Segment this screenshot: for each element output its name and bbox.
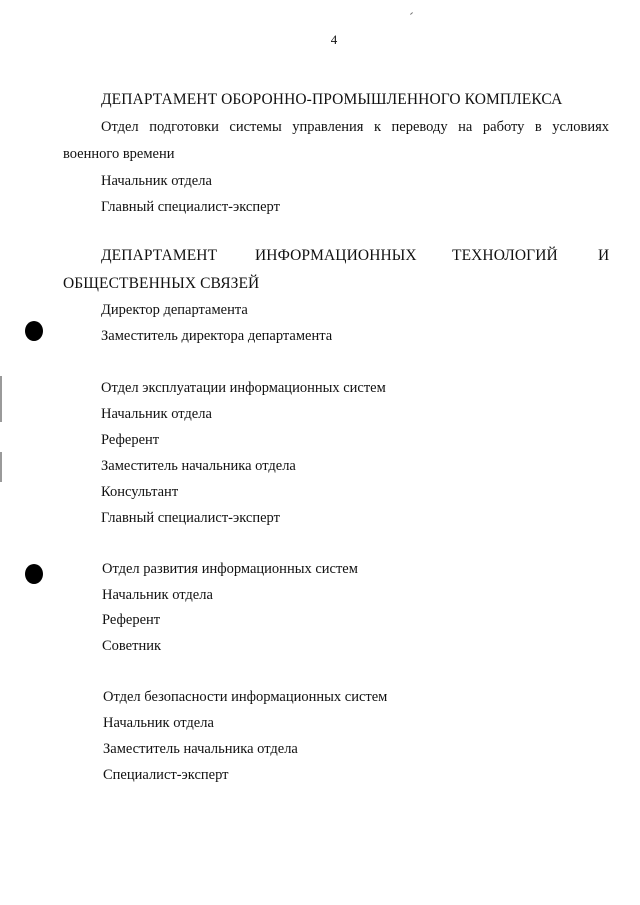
position-item: Начальник отдела	[103, 715, 214, 731]
page-number: 4	[330, 32, 338, 47]
section-title: Отдел безопасности информационных систем	[103, 689, 388, 705]
position-item: Заместитель директора департамента	[101, 328, 333, 344]
position-item: Главный специалист-эксперт	[101, 510, 280, 526]
department-heading-word: ИНФОРМАЦИОННЫХ	[255, 247, 417, 264]
position-item: Специалист-эксперт	[103, 767, 229, 783]
department-heading: ДЕПАРТАМЕНТ ОБОРОННО-ПРОМЫШЛЕННОГО КОМПЛЕКСА	[101, 91, 563, 108]
section-title: Отдел эксплуатации информационных систем	[101, 380, 386, 396]
scan-edge-mark	[0, 376, 2, 422]
department-heading-continuation: ОБЩЕСТВЕННЫХ СВЯЗЕЙ	[63, 275, 260, 292]
position-item: Главный специалист-эксперт	[101, 199, 280, 215]
position-item: Начальник отдела	[101, 173, 212, 189]
department-heading-word: И	[598, 247, 610, 264]
scan-edge-mark	[0, 452, 2, 482]
punch-hole	[25, 564, 43, 584]
position-item: Начальник отдела	[102, 587, 213, 603]
section-title: Отдел подготовки системы управления к переводу на работу в условиях	[101, 119, 609, 135]
position-item: Директор департамента	[101, 302, 248, 318]
position-item: Заместитель начальника отдела	[103, 741, 298, 757]
section-title: Отдел развития информационных систем	[102, 561, 358, 577]
position-item: Референт	[102, 612, 161, 628]
position-item: Советник	[102, 638, 162, 654]
position-item: Консультант	[101, 484, 179, 500]
position-item: Референт	[101, 432, 160, 448]
position-item: Заместитель начальника отдела	[101, 458, 296, 474]
department-heading-word: ДЕПАРТАМЕНТ	[101, 247, 218, 264]
department-heading-word: ТЕХНОЛОГИЙ	[452, 247, 558, 264]
scan-speck	[410, 12, 413, 15]
position-item: Начальник отдела	[101, 406, 212, 422]
punch-hole	[25, 321, 43, 341]
section-title-continuation: военного времени	[63, 146, 175, 162]
